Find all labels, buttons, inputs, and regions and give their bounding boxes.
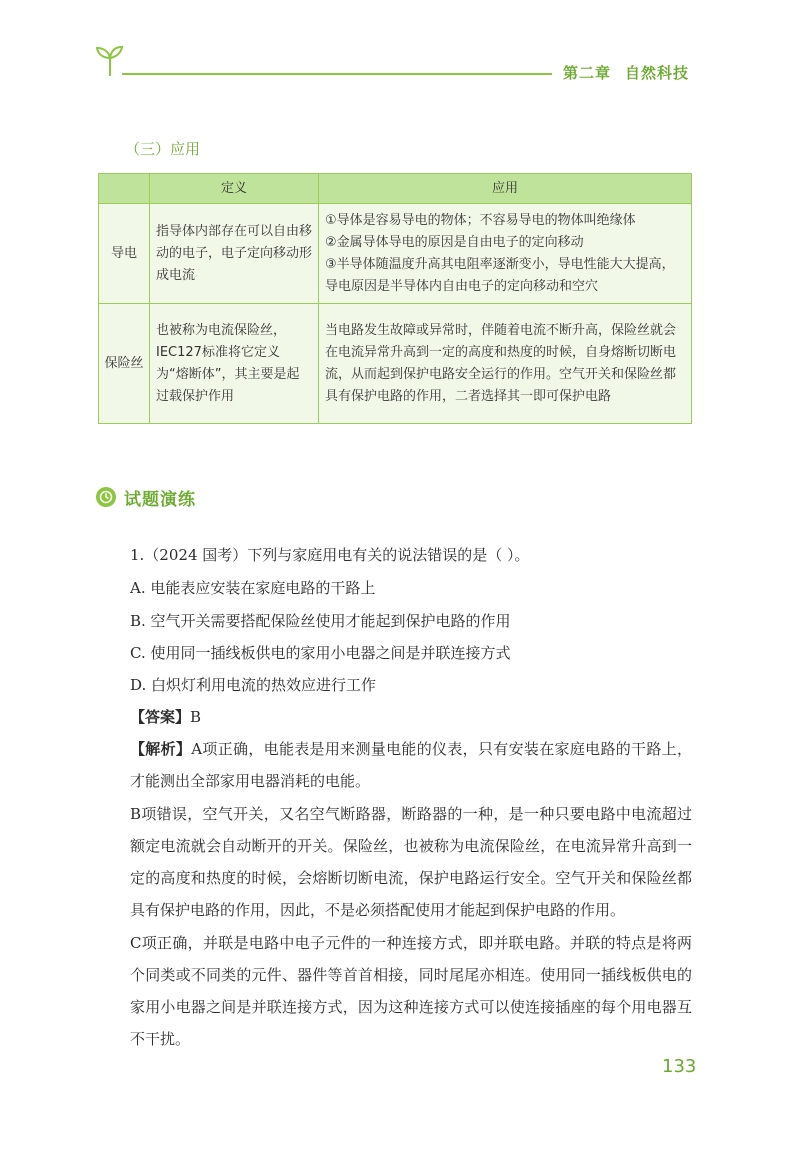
term-cell: 导电	[99, 204, 150, 304]
table-header-definition: 定义	[150, 174, 319, 204]
table-header-application: 应用	[319, 174, 692, 204]
definition-cell: 指导体内部存在可以自由移动的电子，电子定向移动形成电流	[150, 204, 319, 304]
sprout-icon	[95, 45, 125, 77]
question-text: 1.（2024 国考）下列与家庭用电有关的说法错误的是（ ）。	[130, 546, 530, 564]
clock-icon	[96, 487, 116, 507]
option-a: A. 电能表应安装在家庭电路的干路上	[130, 579, 376, 597]
table-row	[99, 204, 692, 304]
exercise-title: 试题演练	[124, 489, 196, 510]
option-c: C. 使用同一插线板供电的家用小电器之间是并联连接方式	[130, 644, 511, 662]
analysis-paragraph-c: C项正确，并联是电路中电子元件的一种连接方式，即并联电路。并联的特点是将两个同类或不同类的元件、器件等首首相接，同时尾尾亦相连。使用同一插线板供电的家用小电器之间是并联连接方式，因为这种连接方式可以使连接插座的每个用电器互不干扰。	[130, 934, 692, 1048]
header-rule	[122, 73, 552, 75]
chapter-subject: 自然科技	[625, 64, 690, 82]
analysis-paragraph-b: B项错误，空气开关，又名空气断路器，断路器的一种，是一种只要电路中电流超过额定电流就会自动断开的开关。保险丝，也被称为电流保险丝，在电流异常升高到一定的高度和热度的时候，会熔断切断电流，保护电路运行安全。空气开关和保险丝都具有保护电路的作用，因此，不是必须搭配使用才能起到保护电路的作用。	[130, 805, 692, 919]
table-row	[99, 304, 692, 424]
chapter-number: 第二章	[563, 64, 612, 82]
page-number: 133	[662, 1056, 697, 1077]
option-b: B. 空气开关需要搭配保险丝使用才能起到保护电路的作用	[130, 612, 511, 630]
application-cell: ①导体是容易导电的物体；不容易导电的物体叫绝缘体 ②金属导体导电的原因是自由电子的定向移动 ③半导体随温度升高其电阻率逐渐变小，导电性能大大提高，导电原因是半导体内自由电子的定向移动和空穴	[319, 204, 692, 304]
exercise-heading	[96, 484, 196, 510]
option-d: D. 白炽灯利用电流的热效应进行工作	[130, 676, 377, 694]
analysis-a-text: A项正确，电能表是用来测量电能的仪表，只有安装在家庭电路的干路上，才能测出全部家用电器消耗的电能。	[130, 740, 692, 790]
table-header-row	[99, 174, 692, 204]
section-subtitle: （三）应用	[125, 140, 201, 158]
definition-cell: 也被称为电流保险丝，IEC127标准将它定义为“熔断体”，其主要是起过载保护作用	[150, 304, 319, 424]
answer-label: 【答案】	[130, 708, 191, 726]
table-header-blank	[99, 174, 150, 204]
application-cell: 当电路发生故障或异常时，伴随着电流不断升高，保险丝就会在电流异常升高到一定的高度和热度的时候，自身熔断切断电流，从而起到保护电路安全运行的作用。空气开关和保险丝都具有保护电路的作用，二者选择其一即可保护电路	[319, 304, 692, 424]
application-table	[98, 173, 692, 424]
chapter-label	[563, 62, 689, 83]
analysis-label: 【解析】	[130, 740, 192, 758]
analysis-paragraph-a	[130, 733, 692, 797]
answer-value: B	[190, 708, 202, 726]
term-cell: 保险丝	[99, 304, 150, 424]
answer-line	[130, 707, 692, 727]
